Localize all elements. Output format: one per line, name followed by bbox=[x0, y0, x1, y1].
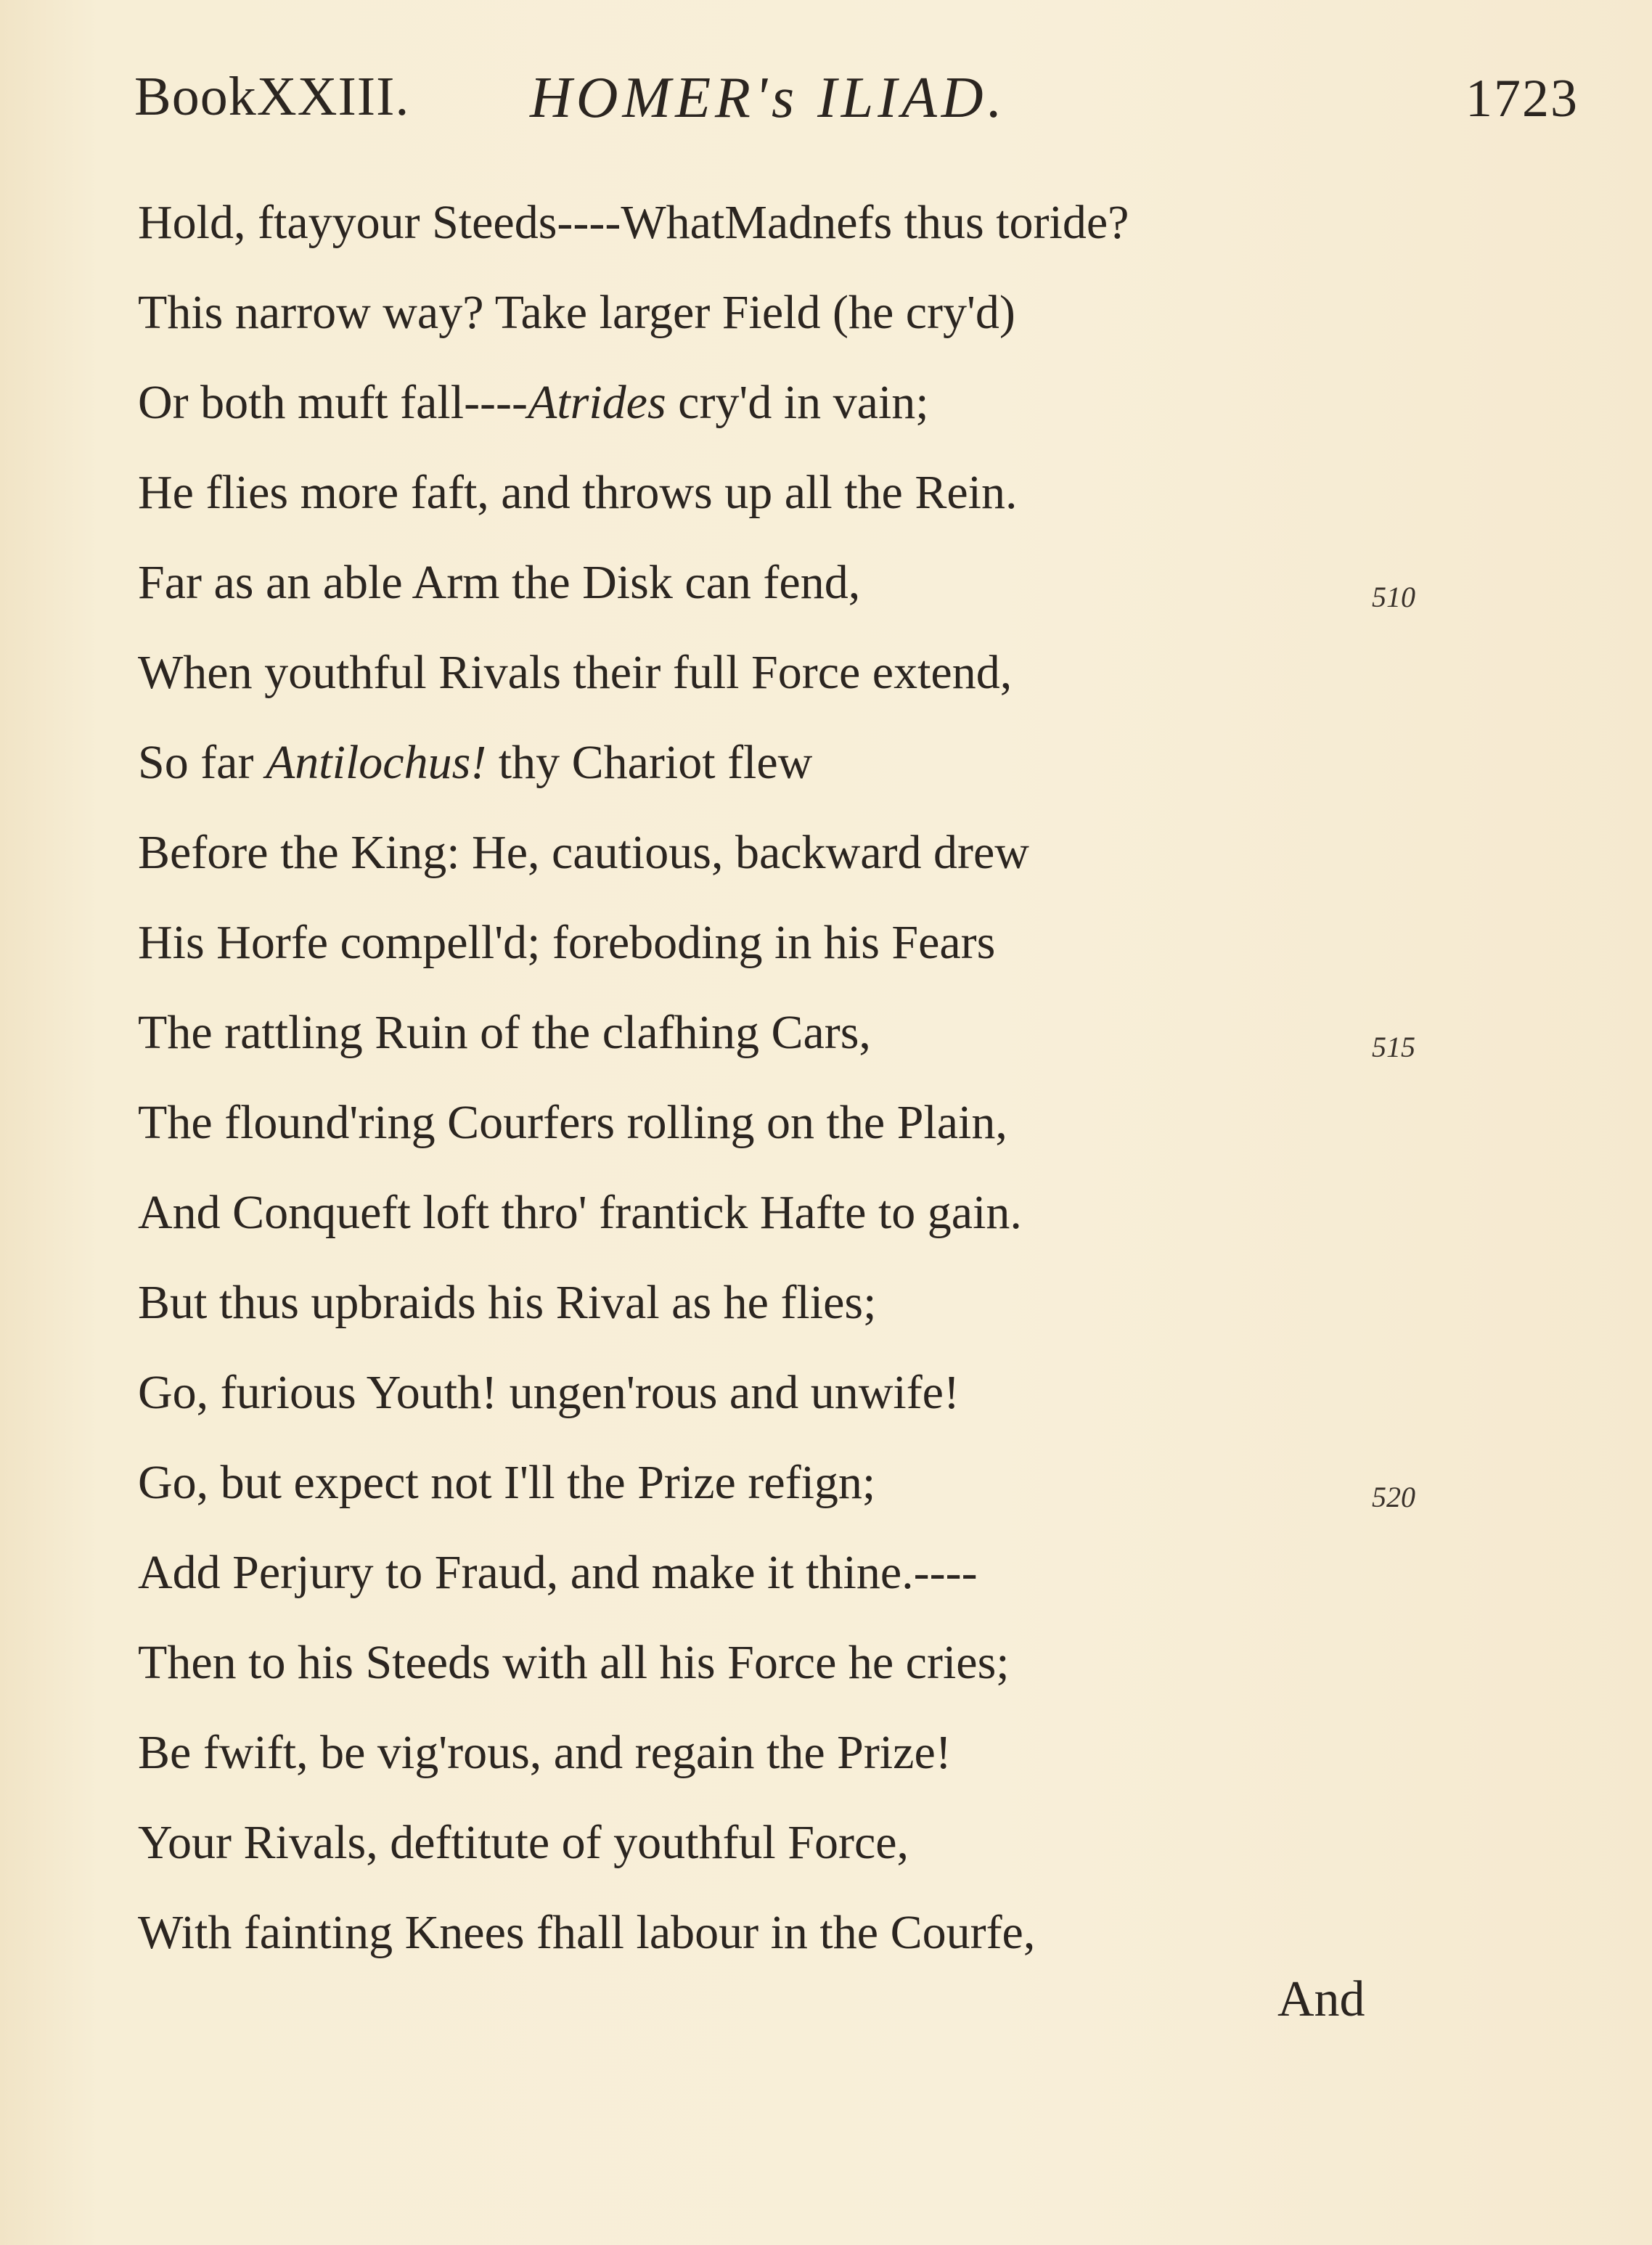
verse-line bbox=[138, 1168, 1495, 1258]
verse-line bbox=[138, 1078, 1495, 1168]
book-number: BookXXIII. bbox=[134, 66, 410, 127]
verse-line-text: With fainting Knees fhall labour in the Courfe, bbox=[138, 1906, 1036, 1959]
verse-text-roman: cry'd in vain; bbox=[666, 376, 929, 429]
verse-line-text: Go, furious Youth! ungen'rous and unwife! bbox=[138, 1366, 960, 1419]
verse-line bbox=[138, 898, 1495, 988]
verse-line-text: Then to his Steeds with all his Force he cries; bbox=[138, 1636, 1010, 1689]
verse-line-text: Your Rivals, deftitute of youthful Force, bbox=[138, 1816, 909, 1869]
verse-block bbox=[138, 178, 1495, 1978]
verse-line bbox=[138, 1438, 1495, 1528]
verse-line-text: Hold, ftayyour Steeds----WhatMadnefs thus toride? bbox=[138, 196, 1129, 249]
verse-line bbox=[138, 718, 1495, 808]
verse-line-text: His Horfe compell'd; foreboding in his Fears bbox=[138, 916, 996, 969]
verse-line-text: Be fwift, be vig'rous, and regain the Prize! bbox=[138, 1726, 952, 1779]
verse-line bbox=[138, 1528, 1495, 1618]
verse-line bbox=[138, 268, 1495, 358]
verse-line bbox=[138, 448, 1495, 538]
verse-line-text: Before the King: He, cautious, backward drew bbox=[138, 826, 1029, 879]
verse-line bbox=[138, 1618, 1495, 1708]
verse-text-italic: Atrides bbox=[528, 376, 666, 429]
verse-text-roman: So far bbox=[138, 736, 266, 789]
verse-line bbox=[138, 538, 1495, 628]
verse-line bbox=[138, 358, 1495, 448]
page-number: 1723 bbox=[1465, 69, 1579, 128]
catchword: And bbox=[1277, 1971, 1365, 2027]
verse-line bbox=[138, 808, 1495, 898]
verse-line-text: When youthful Rivals their full Force extend, bbox=[138, 646, 1013, 699]
verse-line-text: Far as an able Arm the Disk can fend, bbox=[138, 556, 861, 609]
verse-line-text bbox=[138, 718, 812, 808]
verse-line-text: But thus upbraids his Rival as he flies; bbox=[138, 1276, 877, 1329]
verse-line bbox=[138, 1708, 1495, 1798]
verse-line bbox=[138, 988, 1495, 1078]
line-number: 510 bbox=[1372, 581, 1415, 613]
verse-line-text: This narrow way? Take larger Field (he cry'd) bbox=[138, 286, 1015, 339]
verse-line bbox=[138, 1888, 1495, 1978]
verse-line-text: The flound'ring Courfers rolling on the Plain, bbox=[138, 1096, 1007, 1149]
line-number: 520 bbox=[1372, 1481, 1415, 1513]
verse-line-text: He flies more faft, and throws up all the Rein. bbox=[138, 466, 1018, 519]
verse-line bbox=[138, 1348, 1495, 1438]
verse-line bbox=[138, 628, 1495, 718]
verse-line bbox=[138, 1258, 1495, 1348]
verse-line bbox=[138, 1798, 1495, 1888]
verse-line-text: And Conqueft loft thro' frantick Hafte to gain. bbox=[138, 1186, 1022, 1239]
line-number: 515 bbox=[1372, 1031, 1415, 1063]
verse-line-text: Go, but expect not I'll the Prize refign; bbox=[138, 1456, 876, 1509]
verse-text-roman: thy Chariot flew bbox=[486, 736, 813, 789]
verse-text-italic: Antilochus! bbox=[265, 736, 487, 789]
verse-line-text: The rattling Ruin of the clafhing Cars, bbox=[138, 1006, 871, 1059]
running-head bbox=[134, 65, 1579, 145]
verse-text-roman: Or both muft fall---- bbox=[138, 376, 528, 429]
verse-line bbox=[138, 178, 1495, 268]
book-title: HOMER's ILIAD. bbox=[530, 66, 1007, 130]
verse-line-text bbox=[138, 358, 929, 448]
verse-line-text: Add Perjury to Fraud, and make it thine.---- bbox=[138, 1546, 978, 1599]
